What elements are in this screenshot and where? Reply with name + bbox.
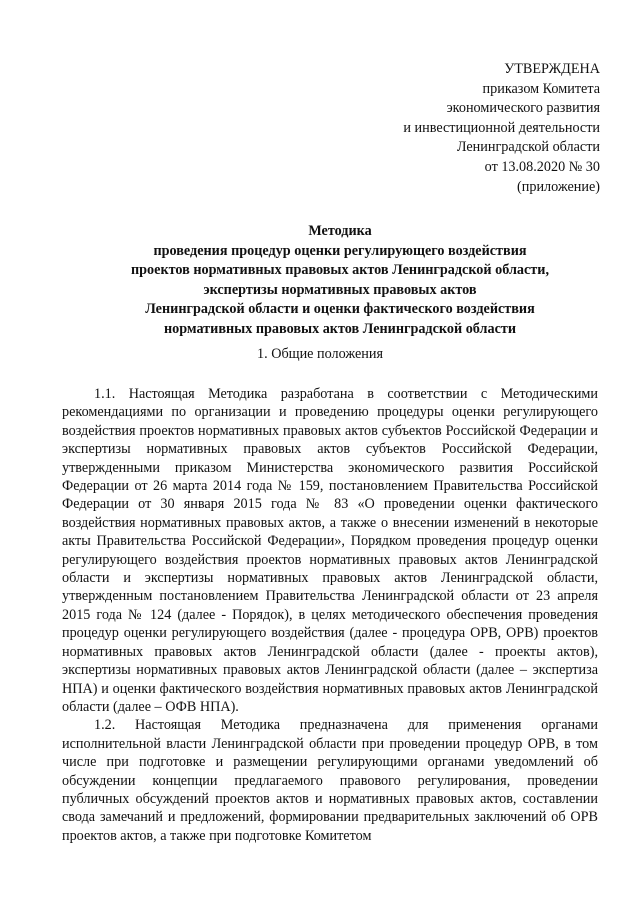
- title-line: Ленинградской области и оценки фактического воздействия: [145, 301, 535, 318]
- document-body: [62, 385, 598, 845]
- document-title: [60, 222, 620, 340]
- approval-line: (приложение): [517, 178, 600, 195]
- title-line: нормативных правовых актов Ленинградской области: [163, 320, 517, 337]
- paragraph-1-1: 1.1. Настоящая Методика разработана в соответствии с Методическими рекомендациями по организации и проведению процедуры оценки регулирующего воздействия проектов нормативных правовых актов субъектов Российской Федерации и экспертизы нормативных правовых актов субъектов Российской Федерации, утвержденными приказом Министерства экономического развития Российской Федерации от 26 марта 2014 года № 159, постановлением Правительства Российской Федерации от 30 января 2015 года № 83 «О проведении оценки фактического воздействия нормативных правовых актов, а также о внесении изменений в некоторые акты Правительства Российской Федерации», Порядком проведения процедур оценки регулирующего воздействия проектов нормативных правовых актов Ленинградской области и экспертизы нормативных правовых актов Ленинградской области, утвержденным постановлением Правительства Ленинградской области от 23 апреля 2015 года № 124 (далее - Порядок), в целях методического обеспечения проведения процедур оценки регулирующего воздействия (далее - процедура ОРВ, ОРВ) проектов нормативных правовых актов Ленинградской области (далее - проекты актов), экспертизы нормативных правовых актов Ленинградской области (далее – экспертиза НПА) и оценки фактического воздействия нормативных правовых актов Ленинградской области (далее – ОФВ НПА).: [62, 386, 598, 715]
- approval-stamp: [403, 60, 600, 197]
- approval-line: УТВЕРЖДЕНА: [504, 61, 600, 77]
- title-line: проектов нормативных правовых актов Ленинградской области,: [130, 262, 549, 279]
- approval-line: Ленинградской области: [456, 139, 600, 156]
- approval-line: и инвестиционной деятельности: [403, 119, 600, 136]
- title-line: проведения процедур оценки регулирующего воздействия: [153, 242, 527, 259]
- approval-line: экономического развития: [446, 100, 600, 117]
- approval-line: приказом Комитета: [482, 80, 600, 97]
- title-line: экспертизы нормативных правовых актов: [203, 281, 477, 298]
- paragraph-1-2: 1.2. Настоящая Методика предназначена для применения органами исполнительной власти Ленинградской области при проведении процедур ОРВ, в том числе при подготовке и размещении регулирующими органами уведомлений об обсуждении концепции предлагаемого правового регулирования, проведении публичных обсуждений проектов актов и нормативных правовых актов, составлении свода замечаний и предложений, формировании предварительных заключений об ОРВ проектов актов, а также при подготовке Комитетом: [62, 717, 598, 844]
- section-heading: 1. Общие положения: [257, 346, 383, 362]
- title-line: Методика: [308, 223, 372, 239]
- approval-line: от 13.08.2020 № 30: [484, 158, 600, 175]
